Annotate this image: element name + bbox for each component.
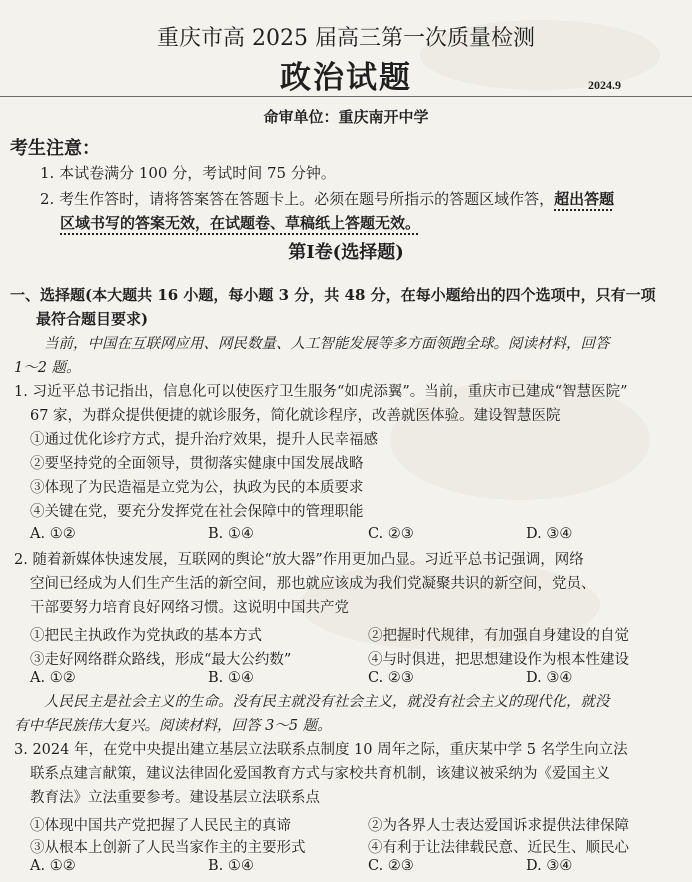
q1-choice-b: B. ①④: [208, 526, 254, 542]
q3-choice-d: D. ③④: [526, 858, 573, 874]
q1-stem-line-1: 1. 习近平总书记指出，信息化可以使医疗卫生服务“如虎添翼”。当前，重庆市已建成“智慧医院”: [14, 384, 628, 400]
material-1-line-2: 1～2 题。: [14, 360, 81, 376]
q1-statement-4: ④关键在党，要充分发挥党在社会保障中的管理职能: [30, 504, 364, 520]
header-divider: [0, 96, 692, 97]
q3-statement-2: ②为各界人士表达爱国诉求提供法律保障: [368, 818, 629, 834]
q3-choice-c: C. ②③: [368, 858, 414, 874]
q1-statement-2: ②要坚持党的全面领导，贯彻落实健康中国发展战略: [30, 456, 364, 472]
section-heading: 一、选择题(本大题共 16 小题，每小题 3 分，共 48 分，在每小题给出的四个选项中，只有一项: [10, 286, 656, 304]
q3-choice-b: B. ①④: [208, 858, 254, 874]
material-2-line-1: 人民民主是社会主义的生命。没有民主就没有社会主义，就没有社会主义的现代化，就没: [44, 694, 610, 710]
q2-statement-2: ②把握时代规律，有加强自身建设的自觉: [368, 628, 629, 644]
q2-statement-4: ④与时俱进，把思想建设作为根本性建设: [368, 652, 629, 668]
q1-statement-3: ③体现了为民造福是立党为公，执政为民的本质要求: [30, 480, 364, 496]
q3-stem-line-3: 教育法》立法重要参考。建设基层立法联系点: [30, 790, 320, 806]
notice-item-2-emphasis: 超出答题: [554, 190, 615, 208]
q1-stem-line-2: 67 家，为群众提供便捷的就诊服务，简化就诊程序，改善就医体验。建设智慧医院: [30, 408, 561, 424]
q2-stem-line-3: 干部要努力培育良好网络习惯。这说明中国共产党: [30, 600, 349, 616]
q3-stem-line-1: 3. 2024 年，在党中央提出建立基层立法联系点制度 10 周年之际，重庆某中学 5 名学生向立法: [14, 742, 628, 758]
material-2-line-2: 有中华民族伟大复兴。阅读材料，回答 3～5 题。: [14, 718, 332, 734]
material-1-line-1: 当前，中国在互联网应用、网民数量、人工智能发展等多方面领跑全球。阅读材料，回答: [44, 336, 610, 352]
q2-statement-3: ③走好网络群众路线，形成“最大公约数”: [30, 652, 292, 668]
q2-stem-line-1: 2. 随着新媒体快速发展，互联网的舆论“放大器”作用更加凸显。习近平总书记强调，网络: [14, 552, 584, 568]
q1-choice-c: C. ②③: [368, 526, 414, 542]
q2-choice-c: C. ②③: [368, 670, 414, 686]
part-title: 第Ⅰ卷(选择题): [288, 242, 404, 263]
notice-heading: 考生注意：: [10, 138, 100, 159]
notice-item-2-continued: 区域书写的答案无效，在试题卷、草稿纸上答题无效。: [60, 214, 421, 232]
subject-title: 政治试题: [280, 60, 412, 96]
section-heading-continued: 最符合题目要求): [36, 310, 149, 328]
q3-statement-3: ③从根本上创新了人民当家作主的主要形式: [30, 840, 306, 856]
q2-statement-1: ①把民主执政作为党执政的基本方式: [30, 628, 262, 644]
organizer-line: 命审单位：重庆南开中学: [263, 108, 429, 126]
notice-item-1: 1. 本试卷满分 100 分，考试时间 75 分钟。: [40, 164, 336, 182]
q3-choice-a: A. ①②: [30, 858, 76, 874]
q1-choice-d: D. ③④: [526, 526, 573, 542]
q3-stem-line-2: 联系点建言献策，建议法律固化爱国教育方式与家校共育机制，该建议被采纳为《爱国主义: [30, 766, 610, 782]
q1-choice-a: A. ①②: [30, 526, 76, 542]
notice-item-2: [40, 190, 614, 208]
q2-choice-b: B. ①④: [208, 670, 254, 686]
q3-statement-4: ④有利于让法律载民意、近民生、顺民心: [368, 840, 629, 856]
q1-statement-1: ①通过优化诊疗方式，提升治疗效果，提升人民幸福感: [30, 432, 378, 448]
exam-date: 2024.9: [588, 78, 621, 92]
q2-choice-d: D. ③④: [526, 670, 573, 686]
q3-statement-1: ①体现中国共产党把握了人民民主的真谛: [30, 818, 291, 834]
exam-main-title: 重庆市高 2025 届高三第一次质量检测: [157, 26, 535, 51]
q2-choice-a: A. ①②: [30, 670, 76, 686]
q2-stem-line-2: 空间已经成为人们生产生活的新空间，那也就应该成为我们党凝聚共识的新空间，党员、: [30, 576, 596, 592]
notice-item-2-text: 2. 考生作答时，请将答案答在答题卡上。必须在题号所指示的答题区域作答，: [40, 190, 555, 208]
